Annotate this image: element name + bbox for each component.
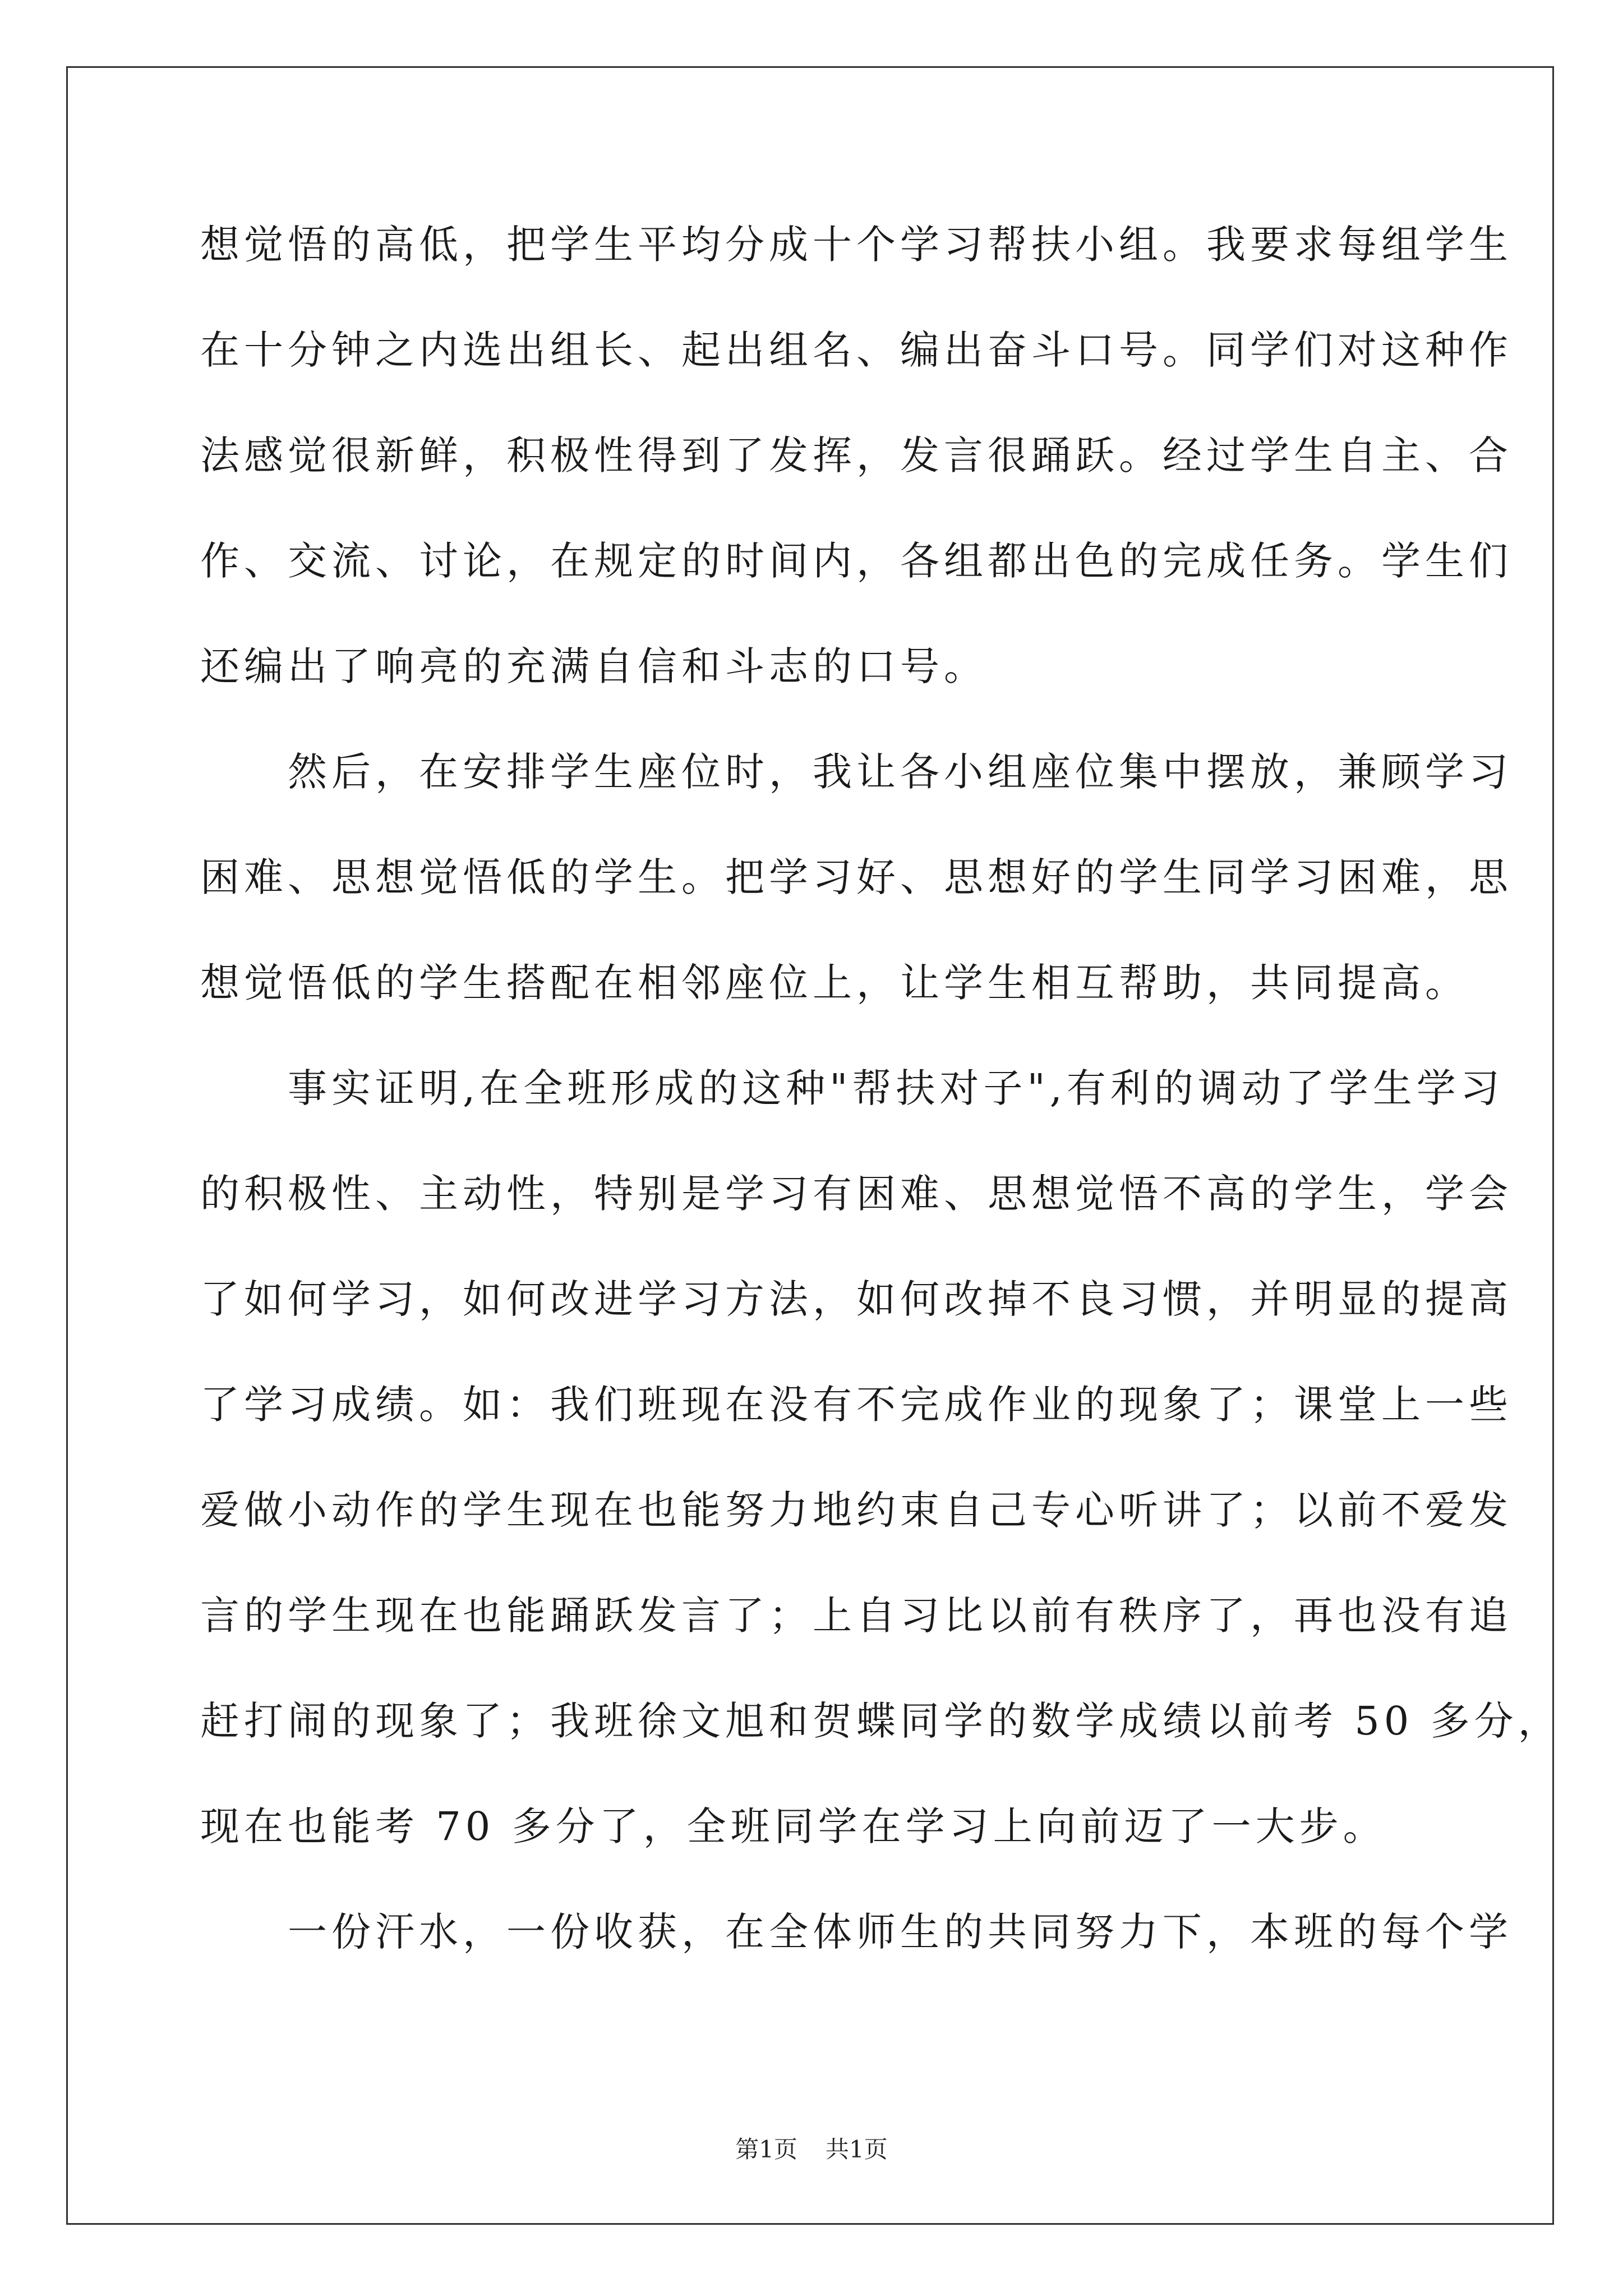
text-line: 想觉悟低的学生搭配在相邻座位上，让学生相互帮助，共同提高。: [200, 960, 1469, 1006]
text-line: 在十分钟之内选出组长、起出组名、编出奋斗口号。同学们对这种作: [200, 327, 1513, 373]
text-line: 赶打闹的现象了；我班徐文旭和贺蝶同学的数学成绩以前考 50 多分，: [200, 1698, 1562, 1744]
text-line: 事实证明,在全班形成的这种"帮扶对子",有利的调动了学生学习: [200, 1065, 1504, 1111]
text-line: 想觉悟的高低，把学生平均分成十个学习帮扶小组。我要求每组学生: [200, 222, 1513, 268]
text-line: 法感觉很新鲜，积极性得到了发挥，发言很踊跃。经过学生自主、合: [200, 432, 1513, 478]
page-footer: [0, 2133, 1623, 2166]
text-line: 言的学生现在也能踊跃发言了；上自习比以前有秩序了，再也没有追: [200, 1593, 1513, 1639]
document-body: [200, 211, 1562, 2004]
text-line: 了如何学习，如何改进学习方法，如何改掉不良习惯，并明显的提高: [200, 1276, 1513, 1322]
text-line: 困难、思想觉悟低的学生。把学习好、思想好的学生同学习困难，思: [200, 854, 1513, 900]
page-total: 共1页: [826, 2136, 888, 2163]
text-line: 的积极性、主动性，特别是学习有困难、思想觉悟不高的学生，学会: [200, 1171, 1513, 1217]
text-line: 了学习成绩。如：我们班现在没有不完成作业的现象了；课堂上一些: [200, 1382, 1513, 1428]
text-line: 一份汗水，一份收获，在全体师生的共同努力下，本班的每个学: [200, 1909, 1513, 1955]
text-line: 作、交流、讨论，在规定的时间内，各组都出色的完成任务。学生们: [200, 538, 1513, 584]
page-number: 第1页: [735, 2136, 797, 2163]
text-line: 然后，在安排学生座位时，我让各小组座位集中摆放，兼顾学习: [200, 749, 1513, 795]
text-line: 还编出了响亮的充满自信和斗志的口号。: [200, 643, 988, 689]
text-line: 现在也能考 70 多分了，全班同学在学习上向前迈了一大步。: [200, 1803, 1387, 1849]
text-line: 爱做小动作的学生现在也能努力地约束自己专心听讲了；以前不爱发: [200, 1487, 1513, 1533]
